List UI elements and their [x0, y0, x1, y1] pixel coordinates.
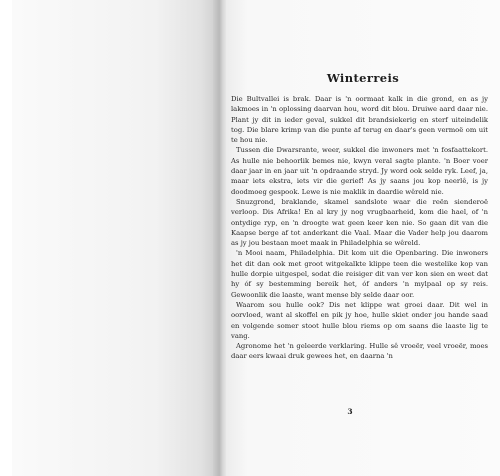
chapter-title: Winterreis — [326, 71, 400, 85]
paragraph: Agronome het 'n geleerde verklaring. Hulle sê vroeër, veel vroeër, moes daar eers kwaai druk gewees het, en daarna 'n — [231, 342, 488, 361]
left-page-blank — [12, 0, 217, 476]
book-gutter — [213, 0, 227, 476]
paragraph: Waarom sou hulle ook? Dis net klippe wat groei daar. Dit wel in oorvloed, want al skoffel en pik jy hoe, hulle skiet onder jou hande saad en volgende somer stoot hulle blou riems op om saans die laaste lig te vang. — [231, 300, 488, 340]
paragraph: Snuzgrond, braklande, skamel sandslote waar die reën sienderoë verloop. Dis Afrika! En al kry jy nog vrugbaarheid, kom die hael, of 'n ontydige ryp, en 'n droogte wat geen keer ken nie. So gaan dit van die Kaapse berge af tot anderkant die Vaal. Maar die Vader help jou daarom as jy jou bestaan moet maak in Philadelphia se wêreld. — [231, 197, 488, 248]
chapter-body — [231, 94, 488, 362]
page-number: 3 — [347, 407, 353, 416]
paragraph: Die Bultvallei is brak. Daar is 'n oormaat kalk in die grond, en as jy lakmoes in 'n oplossing daarvan hou, word dit blou. Druiwe aard daar nie. Plant jy dit in ieder geval, sukkel dit brandsiekerig en sterf uiteindelik tog. Die blare krimp van die punte af terug en daar's geen vermoë om uit te hou nie. — [231, 95, 488, 145]
paragraph: Tussen die Dwarsrante, weer, sukkel die inwoners met 'n fosfaattekort. As hulle nie behoorlik bemes nie, kwyn veral sagte plante. 'n Boer voer daar jaar in en jaar uit 'n opdraande stryd. Jy word ook selde ryk. Leef, ja, maar iets ekstra, iets vir die gerief! As jy saans jou kop neerlê, is jy doodmoeg gespook. Lewe is nie maklik in daardie wêreld nie. — [231, 146, 488, 196]
paragraph: 'n Mooi naam, Philadelphia. Dit kom uit die Openbaring. Die inwoners het dit dan ook met groot witgekalkte klippe teen die westelike kop van hulle dorpie uitgespel, sodat die reisiger dit van ver kon sien en weet dat hy óf sy bestemming bereik het, óf anders 'n mylpaal op sy reis. Gewoonlik die laaste, want mense bly selde daar oor. — [231, 249, 488, 299]
